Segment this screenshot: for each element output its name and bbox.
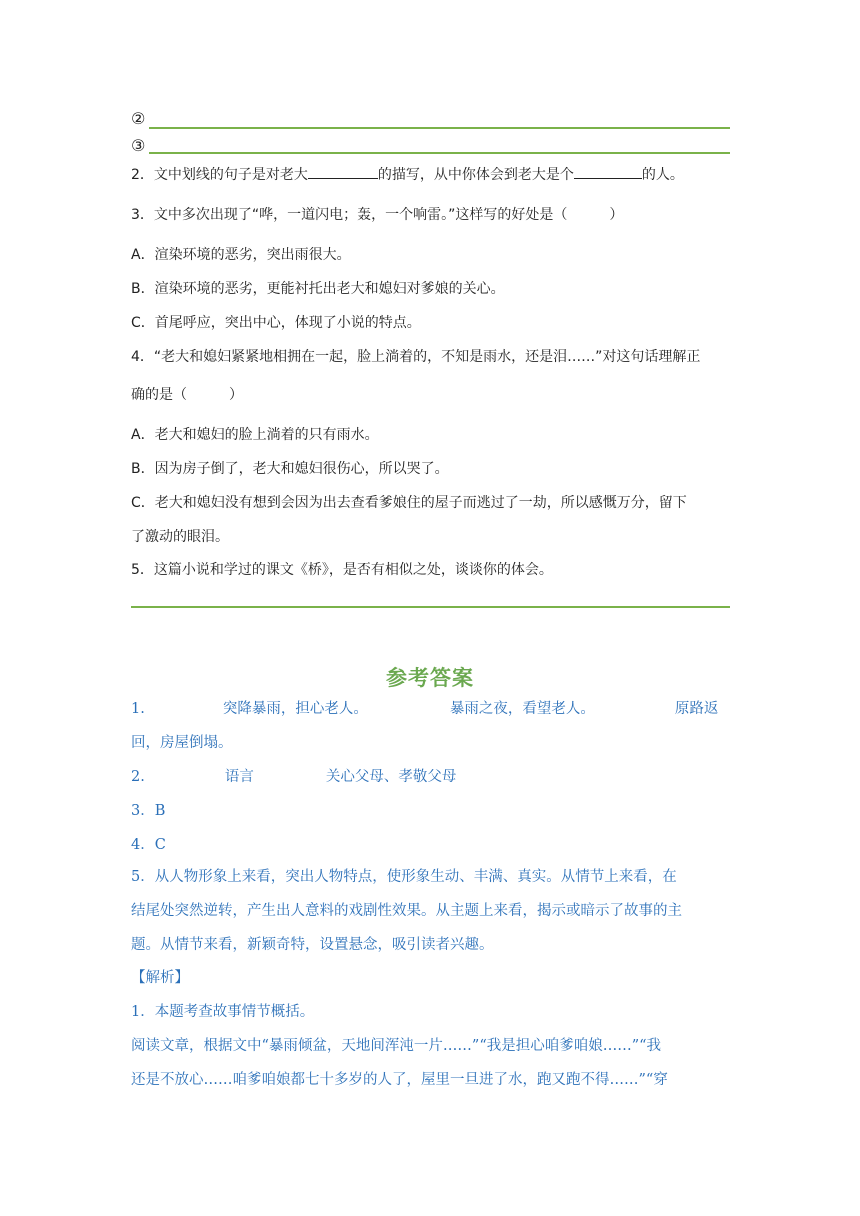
question-3-option-a: A．渲染环境的恶劣，突出雨很大。 — [131, 247, 351, 263]
analysis-text-line-1: 阅读文章，根据文中“暴雨倾盆，天地间浑沌一片……”“我是担心咱爹咱娘……”“我 — [131, 1038, 662, 1054]
question-4-line-2: 确的是（ ） — [131, 387, 243, 403]
question-4-option-b: B．因为房子倒了，老大和媳妇很伤心，所以哭了。 — [131, 461, 449, 477]
answer-4: 4．C — [131, 837, 166, 853]
analysis-1: 1．本题考查故事情节概括。 — [131, 1004, 315, 1020]
fill-blank — [574, 164, 642, 179]
question-4-option-a: A．老大和媳妇的脸上淌着的只有雨水。 — [131, 427, 379, 443]
blank-2-label: ② — [131, 109, 146, 128]
blank-3-label: ③ — [131, 136, 146, 155]
question-4-line-1: 4．“老大和媳妇紧紧地相拥在一起，脸上淌着的，不知是雨水，还是泪……”对这句话理解正 — [131, 349, 701, 365]
answer-line-5 — [131, 606, 730, 608]
answer-3: 3．B — [131, 803, 166, 819]
answer-1-number: 1. — [131, 701, 145, 717]
analysis-text-line-2: 还是不放心……咱爹咱娘都七十多岁的人了，屋里一旦进了水，跑又跑不得……”“穿 — [131, 1072, 668, 1088]
question-4-option-c-line-2: 了激动的眼泪。 — [131, 529, 229, 545]
answer-1-line-2: 回，房屋倒塌。 — [131, 735, 233, 751]
analysis-label: 【解析】 — [131, 970, 189, 986]
question-2-part2: 的描写，从中你体会到老大是个 — [377, 167, 574, 183]
answer-5-line-2: 结尾处突然逆转，产生出人意料的戏剧性效果。从主题上来看，揭示或暗示了故事的主 — [131, 903, 682, 919]
answer-2-number: 2. — [131, 769, 145, 785]
answer-5-line-3: 题。从情节来看，新颖奇特，设置悬念，吸引读者兴趣。 — [131, 937, 494, 953]
question-2 — [131, 164, 731, 184]
question-5: 5．这篇小说和学过的课文《桥》，是否有相似之处，谈谈你的体会。 — [131, 562, 553, 578]
question-2-part1: 2．文中划线的句子是对老大 — [131, 167, 308, 183]
question-2-part3: 的人。 — [641, 167, 684, 183]
answer-1-line-1 — [131, 697, 731, 718]
answer-line-3 — [149, 152, 730, 154]
answer-1-part-2: 暴雨之夜，看望老人。 — [449, 701, 595, 717]
answer-2-part-2: 关心父母、孝敬父母 — [325, 769, 457, 785]
answer-key-title: 参考答案 — [386, 666, 474, 690]
answer-5-line-1: 5．从人物形象上来看，突出人物特点，使形象生动、丰满、真实。从情节上来看，在 — [131, 869, 677, 885]
question-3: 3．文中多次出现了“哗，一道闪电；轰，一个响雷。”这样写的好处是（ ） — [131, 207, 624, 223]
question-3-option-c: C．首尾呼应，突出中心，体现了小说的特点。 — [131, 315, 421, 331]
answer-2-part-1: 语言 — [224, 769, 254, 785]
question-4-option-c-line-1: C．老大和媳妇没有想到会因为出去查看爹娘住的屋子而逃过了一劫，所以感慨万分，留下 — [131, 495, 687, 511]
answer-2 — [131, 765, 731, 786]
answer-line-2 — [149, 127, 730, 129]
answer-1-part-3: 原路返 — [674, 701, 719, 717]
answer-1-part-1: 突降暴雨，担心老人。 — [222, 701, 368, 717]
question-3-option-b: B．渲染环境的恶劣，更能衬托出老大和媳妇对爹娘的关心。 — [131, 281, 505, 297]
fill-blank — [308, 164, 378, 179]
